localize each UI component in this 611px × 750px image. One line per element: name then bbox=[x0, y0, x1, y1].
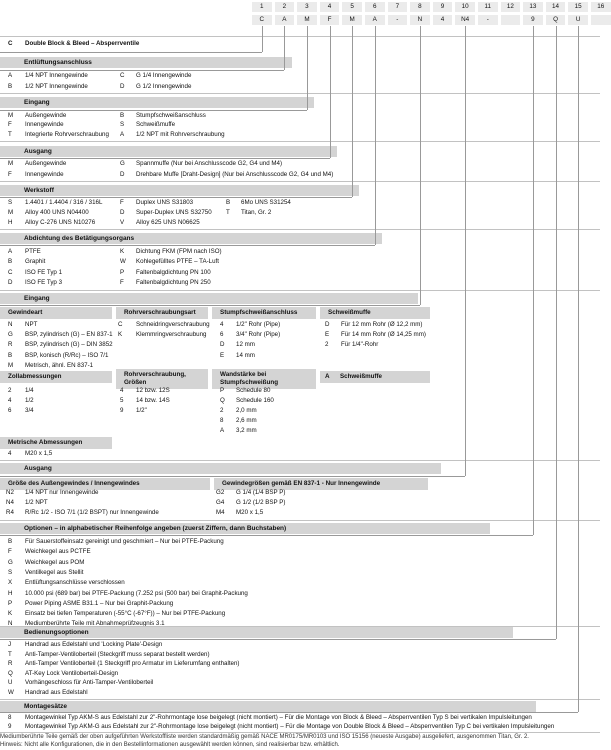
cell-text: Kohlegefülltes PTFE – TA-Luft bbox=[136, 258, 219, 266]
cell-text: 9 bbox=[8, 723, 12, 730]
subheader: Gewindegrößen gemäß EN 837-1 - Nur Innengewinde bbox=[214, 478, 428, 490]
cell-text: D bbox=[120, 171, 125, 178]
cell-text: K bbox=[118, 331, 123, 339]
cell-text: D bbox=[220, 341, 225, 349]
cell-text: AT-Key Lock Ventiloberteil-Design bbox=[25, 669, 119, 677]
text bbox=[0, 520, 600, 521]
bracket-line bbox=[0, 158, 330, 159]
cell-text: 6Mo UNS S31254 bbox=[241, 199, 291, 206]
bracket-line bbox=[0, 639, 556, 640]
code-value: - bbox=[478, 15, 498, 25]
bracket-line bbox=[556, 26, 557, 639]
cell-text: N4 bbox=[6, 499, 14, 506]
text bbox=[0, 699, 600, 700]
cell-text: G bbox=[120, 160, 125, 167]
cell-text: BSP, konisch (R/Rc) – ISO 7/1 bbox=[25, 351, 109, 359]
code-value: U bbox=[568, 15, 588, 25]
text bbox=[0, 141, 600, 142]
cell-text: G2 bbox=[216, 489, 225, 496]
cell-text: 3/4 bbox=[25, 407, 34, 414]
cell-text: T bbox=[8, 650, 12, 658]
cell-text: 2 bbox=[8, 387, 12, 394]
code-value: A bbox=[275, 15, 295, 25]
cell-text: G bbox=[8, 331, 13, 339]
position-number: 6 bbox=[365, 2, 385, 12]
cell-text: M bbox=[8, 209, 14, 216]
cell-text: N bbox=[8, 321, 13, 328]
code-value: 4 bbox=[433, 15, 453, 25]
cell-text: B bbox=[226, 199, 231, 206]
cell-text: H bbox=[8, 589, 13, 597]
cell-text: ISO FE Typ 3 bbox=[25, 279, 63, 287]
cell-text: 2,6 mm bbox=[236, 417, 257, 424]
cell-text: 9 bbox=[120, 407, 124, 414]
cell-text: 12 mm bbox=[236, 341, 255, 349]
code-value: M bbox=[297, 15, 317, 25]
cell-text: K bbox=[120, 248, 125, 255]
cell-text: T bbox=[8, 130, 12, 138]
code-value: Q bbox=[546, 15, 566, 25]
code-value: N bbox=[410, 15, 430, 25]
cell-text: P bbox=[8, 599, 13, 607]
cell-text: S bbox=[8, 568, 13, 576]
cell-text: 1/4 NPT nur Innengewinde bbox=[25, 489, 99, 496]
cell-text: Spannmuffe (Nur bei Anschlusscode G2, G4 und M4) bbox=[136, 160, 283, 167]
cell-text: K bbox=[8, 610, 13, 618]
cell-text: Graphit bbox=[25, 258, 46, 266]
subheader: Schweißmuffe bbox=[320, 307, 430, 319]
section-header: Montagesätze bbox=[0, 701, 536, 712]
cell-text: B bbox=[120, 112, 125, 119]
cell-text: 3,2 mm bbox=[236, 427, 257, 434]
position-number: 13 bbox=[523, 2, 543, 12]
cell-text: 1/2" bbox=[136, 407, 147, 414]
subheader: Gewindeart bbox=[0, 307, 112, 319]
bracket-line bbox=[262, 26, 263, 52]
bracket-line bbox=[0, 712, 578, 713]
code-value bbox=[501, 15, 521, 25]
cell-text: 8 bbox=[8, 714, 12, 721]
bracket-line bbox=[578, 26, 579, 712]
bracket-line bbox=[0, 305, 420, 306]
subheader-text: Schweißmuffe bbox=[340, 373, 382, 380]
text bbox=[0, 460, 600, 461]
cell-text: C bbox=[120, 72, 125, 79]
cell-text: 14 mm bbox=[236, 351, 255, 359]
cell-text: Mediumberührte Teile mit Abnahmeprüfzeugnis 3.1 bbox=[25, 620, 165, 628]
bracket-line bbox=[375, 26, 376, 245]
bracket-line bbox=[0, 70, 284, 71]
cell-text: Für Sauerstoffeinsatz gereinigt und geschmiert – Nur bei PTFE-Packung bbox=[25, 538, 224, 545]
cell-text: Innengewinde bbox=[25, 121, 64, 129]
cell-text: M20 x 1,5 bbox=[236, 509, 264, 516]
cell-text: X bbox=[8, 579, 13, 587]
bracket-line bbox=[420, 26, 421, 305]
section-title: Double Block & Bleed – Absperrventile bbox=[25, 40, 140, 47]
cell-text: F bbox=[8, 121, 12, 129]
cell-text: 2,0 mm bbox=[236, 407, 257, 414]
cell-text: R4 bbox=[6, 509, 14, 516]
section-header: Ausgang bbox=[0, 463, 441, 474]
cell-text: N2 bbox=[6, 489, 14, 496]
cell-text: P bbox=[220, 387, 225, 394]
cell-text: Klemmringverschraubung bbox=[136, 331, 207, 339]
cell-text: 2 bbox=[325, 341, 329, 349]
bracket-line bbox=[0, 110, 307, 111]
cell-text: 4 bbox=[8, 450, 12, 457]
code-value: C bbox=[252, 15, 272, 25]
cell-text: A bbox=[8, 72, 13, 79]
cell-text: 10.000 psi (689 bar) bei PTFE-Packung (7.252 psi (500 bar) bei Graphit-Packung bbox=[25, 589, 248, 597]
cell-text: 1/4 bbox=[25, 387, 34, 394]
cell-text: Stumpfschweißanschluss bbox=[136, 112, 206, 119]
cell-text: Anti-Tamper Ventiloberteil (1 Steckgriff pro Armatur im Lieferumfang enthalten) bbox=[25, 660, 240, 667]
cell-text: 3/4" Rohr (Pipe) bbox=[236, 331, 281, 339]
cell-text: G4 bbox=[216, 499, 225, 506]
cell-text: Schedule 160 bbox=[236, 397, 274, 404]
text bbox=[0, 36, 600, 37]
cell-text: BSP, zylindrisch (G) – EN 837-1 bbox=[25, 331, 113, 339]
cell-text: N bbox=[8, 620, 13, 628]
cell-text: 1/2 NPT Innengewinde bbox=[25, 82, 88, 90]
cell-text: Weichkegel aus POM bbox=[25, 558, 85, 566]
code-letter: C bbox=[8, 40, 13, 47]
subheader: Zollabmessungen bbox=[0, 371, 112, 383]
cell-text: B bbox=[8, 538, 13, 545]
subheader: Stumpfschweißanschluss bbox=[212, 307, 316, 319]
cell-text: 14 bzw. 14S bbox=[136, 397, 170, 404]
bracket-line bbox=[533, 26, 534, 535]
cell-text: Drehbare Muffe [Draht-Design] (Nur bei Anschlusscode G2, G4 und M4) bbox=[136, 171, 334, 178]
cell-text: B bbox=[8, 258, 13, 266]
cell-text: A bbox=[220, 427, 225, 434]
bracket-line bbox=[0, 52, 262, 53]
cell-text: Power Piping ASME B31.1 – Nur bei Graphit-Packung bbox=[25, 599, 174, 607]
code-value: 9 bbox=[523, 15, 543, 25]
text bbox=[0, 93, 600, 94]
cell-text: T bbox=[226, 209, 230, 216]
cell-text: Duplex UNS S31803 bbox=[136, 199, 194, 206]
cell-text: 1.4401 / 1.4404 / 316 / 316L bbox=[25, 199, 103, 206]
code-value: A bbox=[365, 15, 385, 25]
subheader: Größe des Außengewindes / Innengewindes bbox=[0, 478, 210, 490]
cell-text: G 1/2 (1/2 BSP P) bbox=[236, 499, 286, 506]
cell-text: 1/2 bbox=[25, 397, 34, 404]
section-header: Abdichtung des Betätigungsorgans bbox=[0, 233, 382, 244]
cell-text: Super-Duplex UNS S32750 bbox=[136, 209, 212, 216]
section-header: Entlüftungsanschluss bbox=[0, 57, 292, 68]
cell-text: Ventilkegel aus Stellit bbox=[25, 568, 84, 576]
cell-text: Weichkegel aus PCTFE bbox=[25, 548, 91, 556]
cell-text: Für 1/4"-Rohr bbox=[341, 341, 379, 349]
position-number: 2 bbox=[275, 2, 295, 12]
cell-text: S bbox=[8, 199, 13, 206]
cell-text: M bbox=[8, 112, 14, 119]
cell-text: F bbox=[8, 171, 12, 178]
bracket-line bbox=[0, 535, 533, 536]
cell-text: A bbox=[8, 248, 13, 255]
cell-text: D bbox=[120, 82, 125, 90]
cell-text: D bbox=[8, 279, 13, 287]
cell-text: Innengewinde bbox=[25, 171, 64, 178]
cell-text: Außengewinde bbox=[25, 112, 67, 119]
bracket-line bbox=[0, 476, 465, 477]
cell-text: 4 bbox=[220, 321, 224, 328]
cell-text: S bbox=[120, 121, 125, 129]
bracket-line bbox=[0, 197, 352, 198]
section-header: Optionen – in alphabetischer Reihenfolge angeben (zuerst Ziffern, dann Buchstaben) bbox=[0, 523, 490, 534]
cell-text: W bbox=[120, 258, 126, 266]
cell-text: Faltenbalgdichtung PN 250 bbox=[136, 279, 211, 287]
bracket-line bbox=[352, 26, 353, 197]
cell-text: B bbox=[8, 82, 13, 90]
cell-text: G 1/4 (1/4 BSP P) bbox=[236, 489, 286, 496]
section-header: Eingang bbox=[0, 293, 418, 304]
bracket-line bbox=[465, 26, 466, 476]
cell-text: P bbox=[120, 268, 125, 276]
cell-text: R bbox=[8, 660, 13, 667]
cell-text: Vorhängeschloss für Anti-Tamper-Ventiloberteil bbox=[25, 679, 154, 686]
subheader: Rohrverschraubung, Größen bbox=[116, 369, 208, 389]
cell-text: 5 bbox=[120, 397, 124, 404]
cell-text: Schedule 80 bbox=[236, 387, 271, 394]
text bbox=[0, 290, 600, 291]
cell-text: Für 12 mm Rohr (Ø 12,2 mm) bbox=[341, 321, 423, 328]
cell-text: G bbox=[8, 558, 13, 566]
cell-text: Titan, Gr. 2 bbox=[241, 209, 272, 216]
cell-text: 1/4 NPT Innengewinde bbox=[25, 72, 88, 79]
position-number: 3 bbox=[297, 2, 317, 12]
cell-text: Q bbox=[220, 397, 225, 404]
cell-text: Einsatz bei tiefen Temperaturen (-55°C (-67°F)) – Nur bei PTFE-Packung bbox=[25, 610, 226, 618]
cell-text: J bbox=[8, 641, 12, 648]
cell-text: Schneidringverschraubung bbox=[136, 321, 210, 328]
cell-text: 8 bbox=[220, 417, 224, 424]
section-header: Eingang bbox=[0, 97, 314, 108]
position-number: 4 bbox=[320, 2, 340, 12]
cell-text: E bbox=[325, 331, 330, 339]
code-value: N4 bbox=[455, 15, 475, 25]
cell-text: Q bbox=[8, 669, 13, 677]
code-value: F bbox=[320, 15, 340, 25]
footnote: Mediumberührte Teile gemäß der oben aufgeführten Werkstoffliste werden standardmäßig gemäß NACE MR0175/MR0103 und ISO 15156 (neueste Ausgabe) ausgeliefert, ausgenommen Titan, Gr. 2. bbox=[0, 734, 529, 740]
cell-text: ISO FE Typ 1 bbox=[25, 268, 63, 276]
position-number: 5 bbox=[342, 2, 362, 12]
position-number: 7 bbox=[388, 2, 408, 12]
cell-text: Für 14 mm Rohr (Ø 14,25 mm) bbox=[341, 331, 426, 339]
cell-text: Montagewinkel Typ AKM-S aus Edelstahl zur 2"-Rohrmontage lose beigelegt (nicht montiert) – Für die Montage von Block & Bleed – Absperrventilen Typ S bei vertikalen Impulsleitungen bbox=[25, 714, 532, 721]
text bbox=[0, 181, 600, 182]
section-header: Ausgang bbox=[0, 146, 337, 157]
cell-text: Montagewinkel Typ AKM-G aus Edelstahl zur 2"-Rohrmontage lose beigelegt (nicht montiert) – Für die Montage von Double Block & Bleed – Absperrventilen Typ C bei vertikalen Impulsleitungen bbox=[25, 723, 555, 730]
cell-text: 12 bzw. 12S bbox=[136, 387, 170, 394]
cell-text: C bbox=[8, 268, 13, 276]
cell-text: A bbox=[120, 130, 125, 138]
cell-text: M bbox=[8, 160, 14, 167]
cell-text: H bbox=[8, 219, 13, 226]
subheader: A bbox=[320, 371, 430, 383]
cell-text: B bbox=[8, 351, 13, 359]
cell-text: Alloy C-276 UNS N10276 bbox=[25, 219, 96, 226]
bracket-line bbox=[0, 245, 375, 246]
cell-text: PTFE bbox=[25, 248, 41, 255]
cell-text: M bbox=[8, 361, 14, 369]
position-number: 15 bbox=[568, 2, 588, 12]
bracket-line bbox=[284, 26, 285, 70]
cell-text: F bbox=[8, 548, 12, 556]
cell-text: Integrierte Rohrverschraubung bbox=[25, 130, 109, 138]
cell-text: G 1/2 Innengewinde bbox=[136, 82, 192, 90]
subheader: Metrische Abmessungen bbox=[0, 437, 112, 449]
cell-text: E bbox=[220, 351, 225, 359]
cell-text: Schweißmuffe bbox=[136, 121, 176, 129]
cell-text: 6 bbox=[220, 331, 224, 339]
footnote: Hinweis: Nicht alle Konfigurationen, die in den Bestellinformationen ausgewählt werden können, sind realisierbar bzw. erhältlich. bbox=[0, 741, 340, 748]
position-number: 14 bbox=[546, 2, 566, 12]
cell-text: 4 bbox=[120, 387, 124, 394]
cell-text: NPT bbox=[25, 321, 38, 328]
cell-text: Faltenbalgdichtung PN 100 bbox=[136, 268, 211, 276]
cell-text: W bbox=[8, 688, 14, 696]
cell-text: BSP, zylindrisch (G) – DIN 3852 bbox=[25, 341, 113, 349]
cell-text: V bbox=[120, 219, 125, 226]
cell-text: R bbox=[8, 341, 13, 349]
cell-text: 1/2 NPT mit Rohrverschraubung bbox=[136, 130, 225, 138]
subheader: Wandstärke bei Stumpfschweißung bbox=[212, 369, 316, 389]
cell-text: Alloy 400 UNS N04400 bbox=[25, 209, 89, 216]
cell-text: 2 bbox=[220, 407, 224, 414]
cell-text: D bbox=[120, 209, 125, 216]
cell-text: Handrad aus Edelstahl bbox=[25, 688, 88, 696]
cell-text: Dichtung FKM (FPM nach ISO) bbox=[136, 248, 222, 255]
cell-text: Anti-Tamper-Ventiloberteil (Steckgriff muss separat bestellt werden) bbox=[25, 650, 210, 658]
position-number: 11 bbox=[478, 2, 498, 12]
position-number: 9 bbox=[433, 2, 453, 12]
cell-text: Metrisch, ähnl. EN 837-1 bbox=[25, 361, 94, 369]
section-header: Werkstoff bbox=[0, 185, 359, 196]
cell-text: Entlüftungsanschlüsse verschlossen bbox=[25, 579, 125, 587]
position-number: 16 bbox=[591, 2, 611, 12]
position-number: 10 bbox=[455, 2, 475, 12]
cell-text: M4 bbox=[216, 509, 225, 516]
code-value: M bbox=[342, 15, 362, 25]
bracket-line bbox=[307, 26, 308, 110]
cell-text: U bbox=[8, 679, 13, 686]
section-header: Bedienungsoptionen bbox=[0, 627, 513, 638]
cell-text: Außengewinde bbox=[25, 160, 67, 167]
cell-text: 1/2 NPT bbox=[25, 499, 48, 506]
cell-text: C bbox=[118, 321, 123, 328]
text bbox=[0, 229, 600, 230]
code-value bbox=[591, 15, 611, 25]
cell-text: M20 x 1,5 bbox=[25, 450, 53, 457]
position-number: 8 bbox=[410, 2, 430, 12]
text bbox=[0, 732, 600, 733]
cell-text: Alloy 625 UNS N06625 bbox=[136, 219, 200, 226]
bracket-line bbox=[330, 26, 331, 158]
cell-text: F bbox=[120, 279, 124, 287]
code-value: - bbox=[388, 15, 408, 25]
cell-text: 1/2" Rohr (Pipe) bbox=[236, 321, 281, 328]
cell-text: D bbox=[325, 321, 330, 328]
position-number: 1 bbox=[252, 2, 272, 12]
cell-text: G 1/4 Innengewinde bbox=[136, 72, 192, 79]
cell-text: F bbox=[120, 199, 124, 206]
subheader: Rohrverschraubungsart bbox=[116, 307, 208, 319]
cell-text: 4 bbox=[8, 397, 12, 404]
cell-text: 6 bbox=[8, 407, 12, 414]
cell-text: Handrad aus Edelstahl und 'Locking Plate'-Design bbox=[25, 641, 163, 648]
cell-text: R/Rc 1/2 - ISO 7/1 (1/2 BSPT) nur Innengewinde bbox=[25, 509, 159, 516]
position-number: 12 bbox=[501, 2, 521, 12]
